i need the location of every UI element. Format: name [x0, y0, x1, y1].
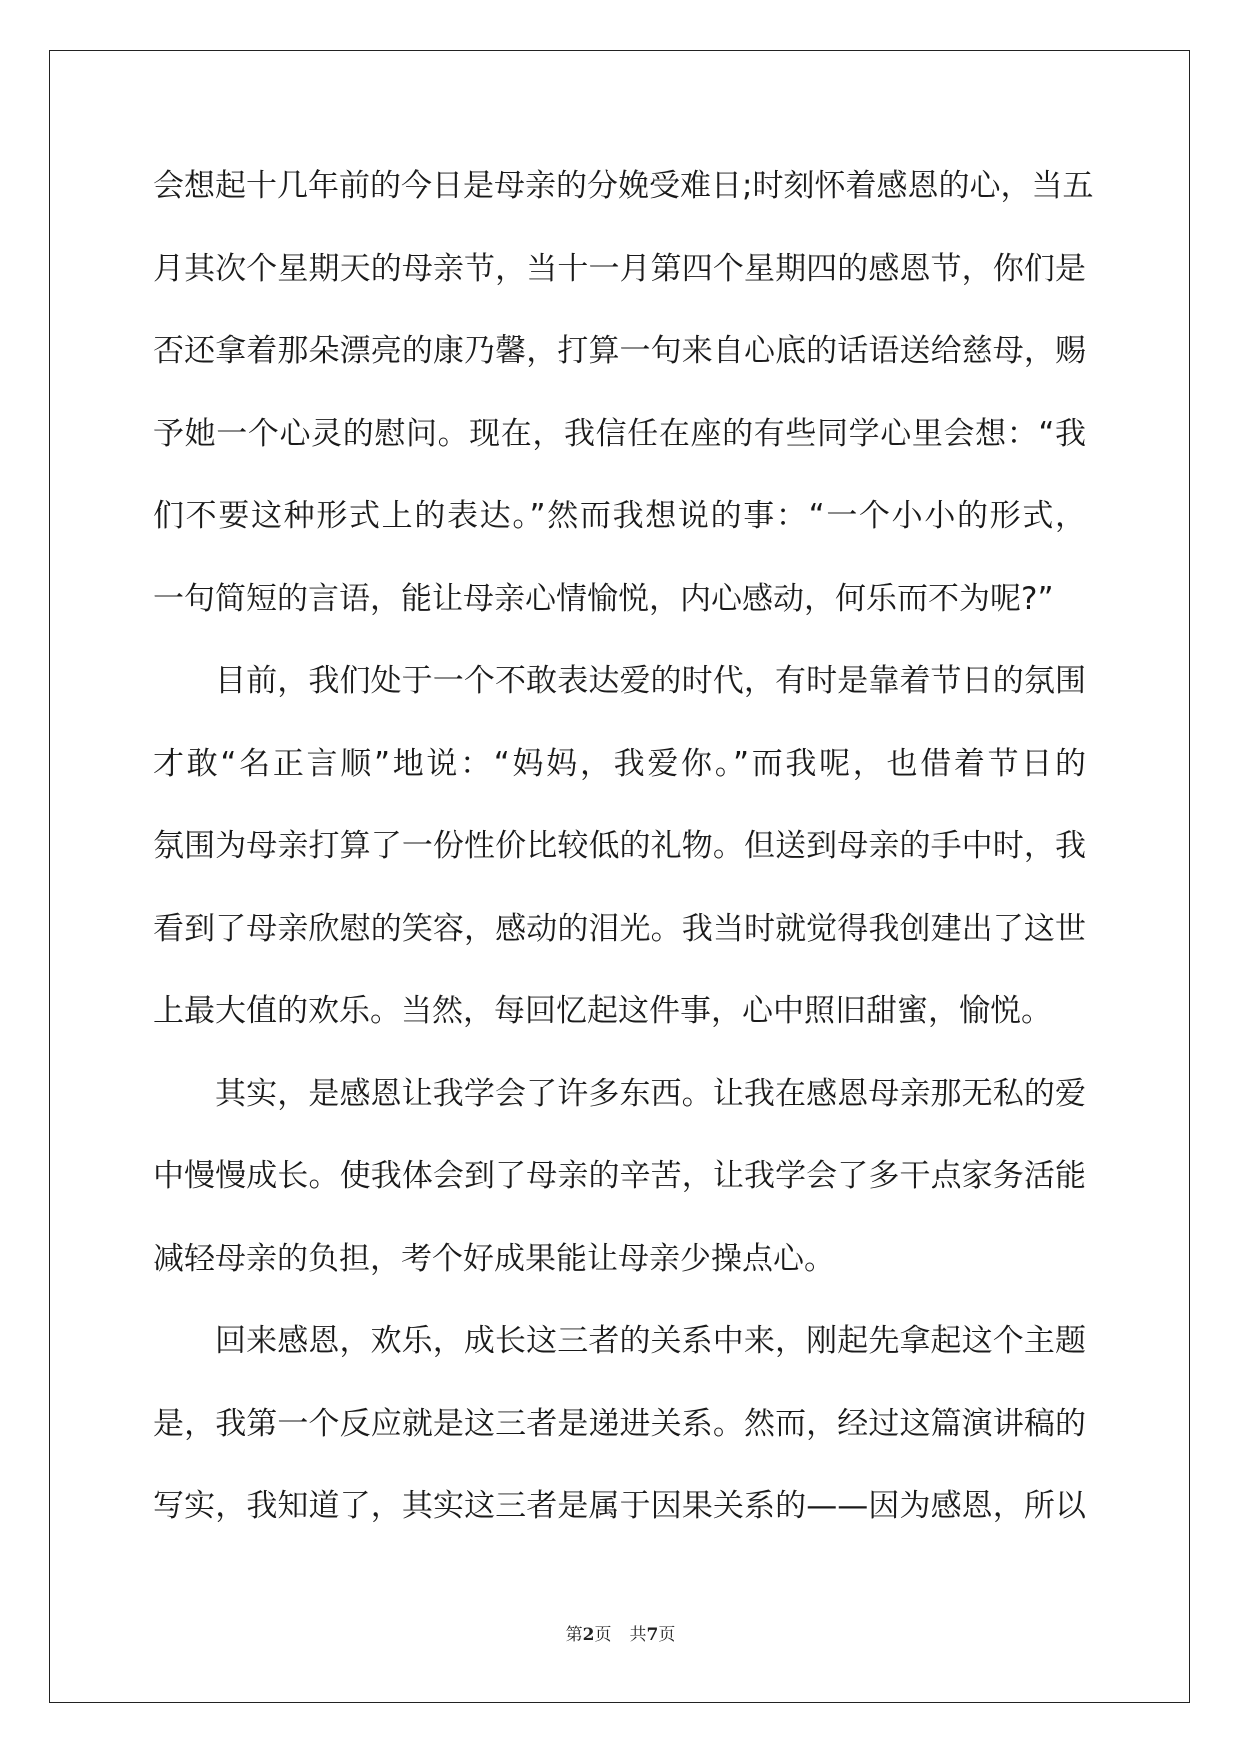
text-line-17: 写实，我知道了，其实这三者是属于因果关系的——因为感恩，所以 [153, 1488, 1086, 1524]
text-line-16: 是，我第一个反应就是这三者是递进关系。然而，经过这篇演讲稿的 [153, 1405, 1086, 1442]
page-suffix: 页 [594, 1625, 612, 1645]
page-prefix: 第 [565, 1625, 583, 1645]
text-line-2: 月其次个星期天的母亲节，当十一月第四个星期四的感恩节，你们是 [153, 250, 1086, 287]
text-line-15: 回来感恩，欢乐，成长这三者的关系中来，刚起先拿起这个主题 [215, 1323, 1086, 1359]
text-line-5: 们不要这种形式上的表达。”然而我想说的事：“一个小小的形式， [153, 498, 1086, 534]
page-footer [0, 1620, 1241, 1645]
document-body [153, 158, 1094, 1561]
text-line-13: 中慢慢成长。使我体会到了母亲的辛苦，让我学会了多干点家务活能 [153, 1158, 1086, 1194]
text-line-4: 予她一个心灵的慰问。现在，我信任在座的有些同学心里会想：“我 [153, 415, 1086, 452]
text-line-1: 会想起十几年前的今日是母亲的分娩受难日;时刻怀着感恩的心，当五 [153, 168, 1094, 204]
total-pages: 7 [646, 1625, 659, 1645]
text-line-7: 目前，我们处于一个不敢表达爱的时代，有时是靠着节日的氛围 [215, 663, 1086, 699]
total-prefix: 共 [629, 1625, 647, 1645]
page-number: 2 [582, 1625, 595, 1645]
text-line-8: 才敢“名正言顺”地说：“妈妈，我爱你。”而我呢，也借着节日的 [153, 745, 1086, 782]
text-line-12: 其实，是感恩让我学会了许多东西。让我在感恩母亲那无私的爱 [215, 1075, 1086, 1112]
text-line-9: 氛围为母亲打算了一份性价比较低的礼物。但送到母亲的手中时，我 [153, 828, 1086, 864]
text-line-11: 上最大值的欢乐。当然，每回忆起这件事，心中照旧甜蜜，愉悦。 [153, 993, 1052, 1029]
text-line-14: 减轻母亲的负担，考个好成果能让母亲少操点心。 [153, 1240, 835, 1277]
text-line-6: 一句简短的言语，能让母亲心情愉悦，内心感动，何乐而不为呢?” [153, 580, 1054, 617]
text-line-10: 看到了母亲欣慰的笑容，感动的泪光。我当时就觉得我创建出了这世 [153, 910, 1086, 947]
text-line-3: 否还拿着那朵漂亮的康乃馨，打算一句来自心底的话语送给慈母，赐 [153, 333, 1086, 369]
total-suffix: 页 [658, 1625, 676, 1645]
